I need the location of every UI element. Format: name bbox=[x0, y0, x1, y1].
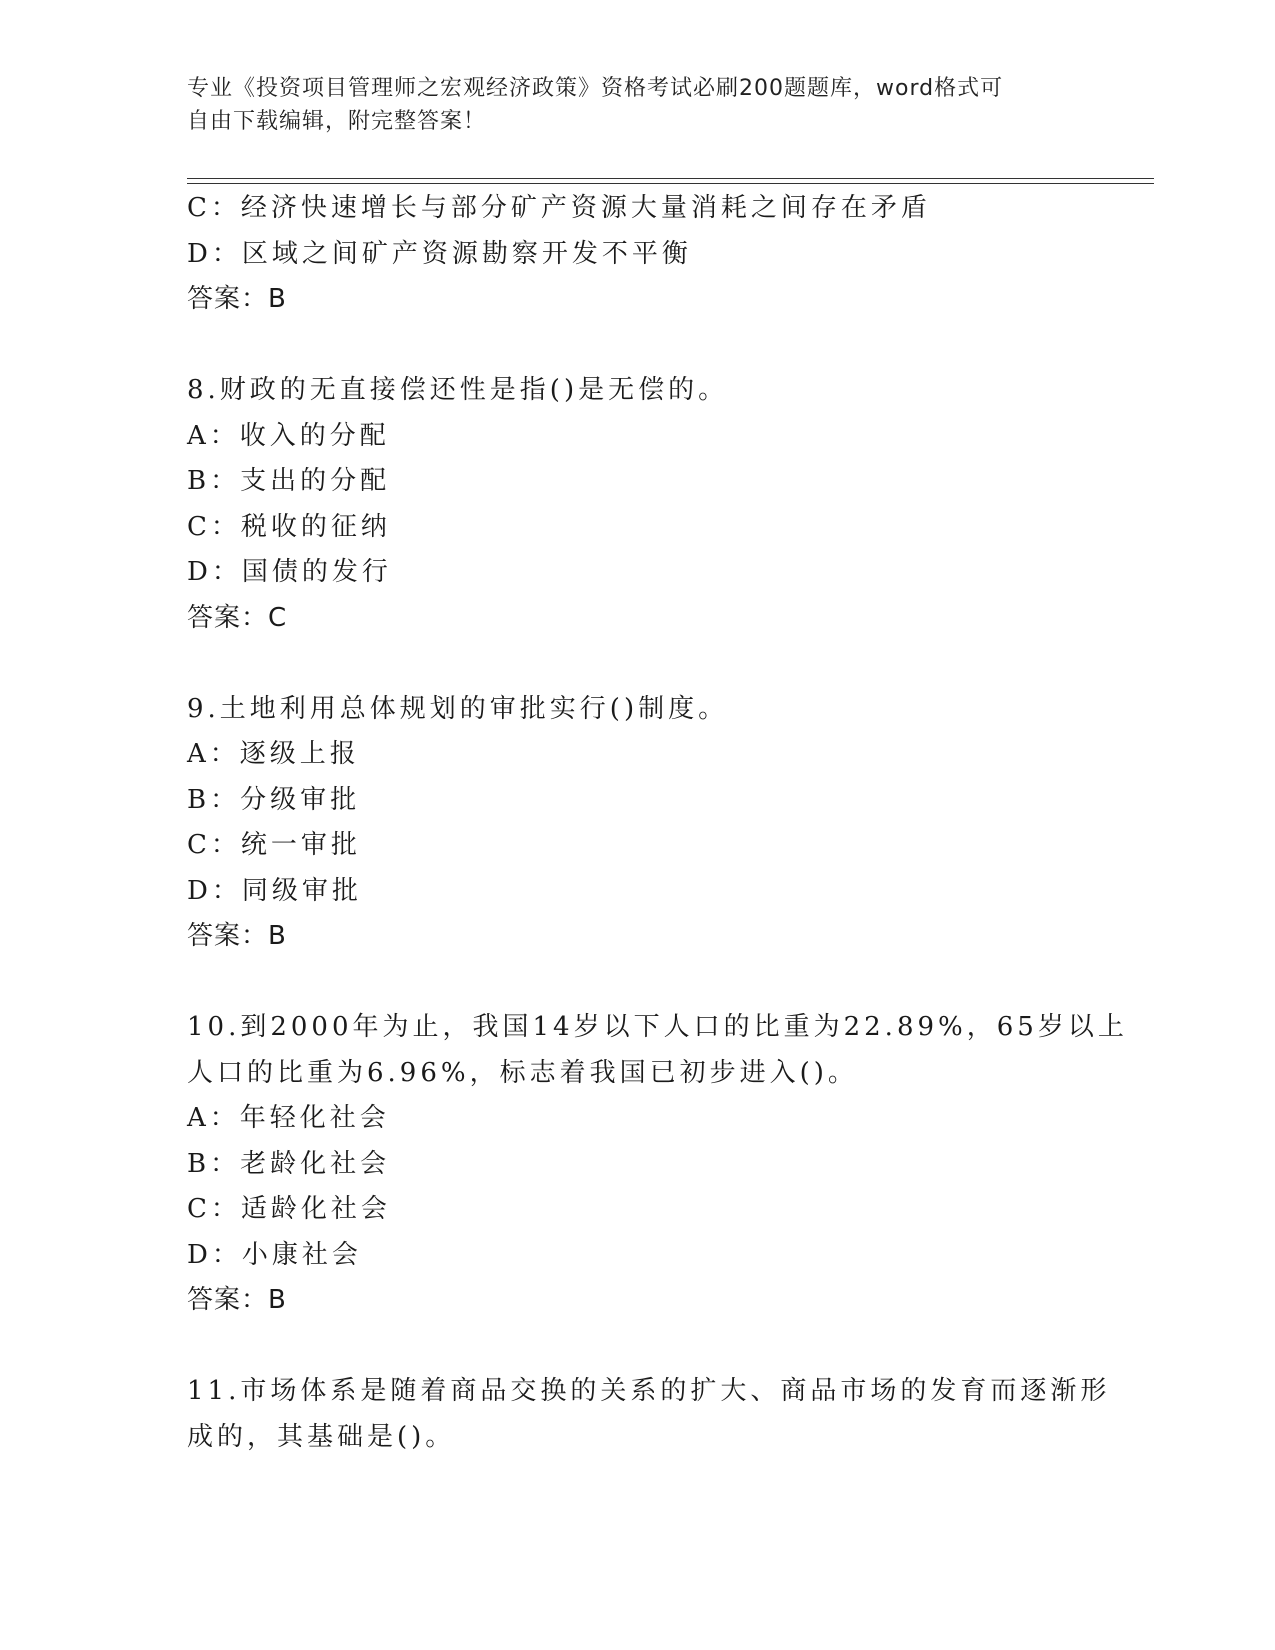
option-a bbox=[187, 732, 1087, 778]
question-7-continuation bbox=[187, 186, 1087, 323]
option-c bbox=[187, 505, 1087, 551]
option-letter: C： bbox=[187, 511, 241, 542]
question-11 bbox=[187, 1369, 1111, 1460]
question-stem: 9.土地利用总体规划的审批实行()制度。 bbox=[187, 693, 729, 724]
option-letter: C： bbox=[187, 1194, 241, 1224]
option-b bbox=[187, 1142, 1087, 1188]
option-text: 逐级上报 bbox=[239, 739, 360, 769]
option-b bbox=[187, 459, 1087, 505]
header-divider-top bbox=[187, 178, 1154, 179]
option-text: 同级审批 bbox=[241, 875, 362, 906]
option-text: 统一审批 bbox=[240, 830, 361, 860]
option-c bbox=[187, 186, 1087, 232]
option-d bbox=[187, 1233, 1087, 1279]
option-text: 税收的征纳 bbox=[240, 511, 391, 542]
option-letter: B： bbox=[187, 1148, 241, 1179]
question-stem-line-2: 人口的比重为6.96%，标志着我国已初步进入()。 bbox=[187, 1057, 858, 1088]
document-header bbox=[187, 72, 1067, 138]
option-letter: A： bbox=[187, 739, 240, 769]
option-text: 收入的分配 bbox=[239, 420, 390, 451]
answer-line: 答案：C bbox=[187, 602, 288, 633]
option-d bbox=[187, 869, 1087, 915]
option-c bbox=[187, 823, 1087, 869]
option-letter: B： bbox=[187, 784, 241, 815]
answer-line: 答案：B bbox=[187, 1285, 287, 1315]
header-line-2: 自由下载编辑，附完整答案！ bbox=[187, 109, 487, 134]
option-letter: A： bbox=[187, 420, 240, 451]
document-body bbox=[187, 186, 1128, 1460]
header-line-1: 专业《投资项目管理师之宏观经济政策》资格考试必刷200题题库，word格式可 bbox=[187, 76, 1004, 101]
option-letter: A： bbox=[187, 1103, 240, 1133]
option-d bbox=[187, 550, 1087, 596]
question-stem: 8.财政的无直接偿还性是指()是无偿的。 bbox=[187, 375, 729, 405]
question-stem-line-2: 成的，其基础是()。 bbox=[187, 1421, 456, 1452]
option-text: 分级审批 bbox=[240, 784, 361, 815]
option-text: 适龄化社会 bbox=[240, 1194, 391, 1224]
question-10 bbox=[187, 1005, 1128, 1324]
option-a bbox=[187, 414, 1087, 460]
option-d bbox=[187, 232, 1087, 278]
option-b bbox=[187, 778, 1087, 824]
answer-line: 答案：B bbox=[187, 284, 287, 314]
question-8 bbox=[187, 368, 1087, 641]
option-letter: C： bbox=[187, 193, 241, 223]
header-divider-bottom bbox=[187, 183, 1154, 184]
option-letter: D： bbox=[187, 1239, 242, 1270]
option-letter: D： bbox=[187, 238, 242, 269]
option-letter: D： bbox=[187, 875, 242, 906]
option-c bbox=[187, 1187, 1087, 1233]
answer-line: 答案：B bbox=[187, 921, 287, 951]
option-text: 支出的分配 bbox=[240, 466, 391, 496]
option-text: 国债的发行 bbox=[241, 557, 392, 587]
question-9 bbox=[187, 687, 1087, 960]
option-letter: D： bbox=[187, 557, 242, 587]
option-text: 区域之间矿产资源勘察开发不平衡 bbox=[241, 238, 692, 269]
option-text: 小康社会 bbox=[241, 1239, 362, 1270]
option-letter: C： bbox=[187, 830, 241, 860]
option-letter: B： bbox=[187, 466, 241, 496]
question-stem-line-1: 11.市场体系是随着商品交换的关系的扩大、商品市场的发育而逐渐形 bbox=[187, 1376, 1111, 1406]
option-text: 经济快速增长与部分矿产资源大量消耗之间存在矛盾 bbox=[240, 193, 931, 223]
question-stem-line-1: 10.到2000年为止，我国14岁以下人口的比重为22.89%，65岁以上 bbox=[187, 1012, 1128, 1042]
option-a bbox=[187, 1096, 1087, 1142]
option-text: 老龄化社会 bbox=[240, 1148, 391, 1179]
option-text: 年轻化社会 bbox=[239, 1103, 390, 1133]
